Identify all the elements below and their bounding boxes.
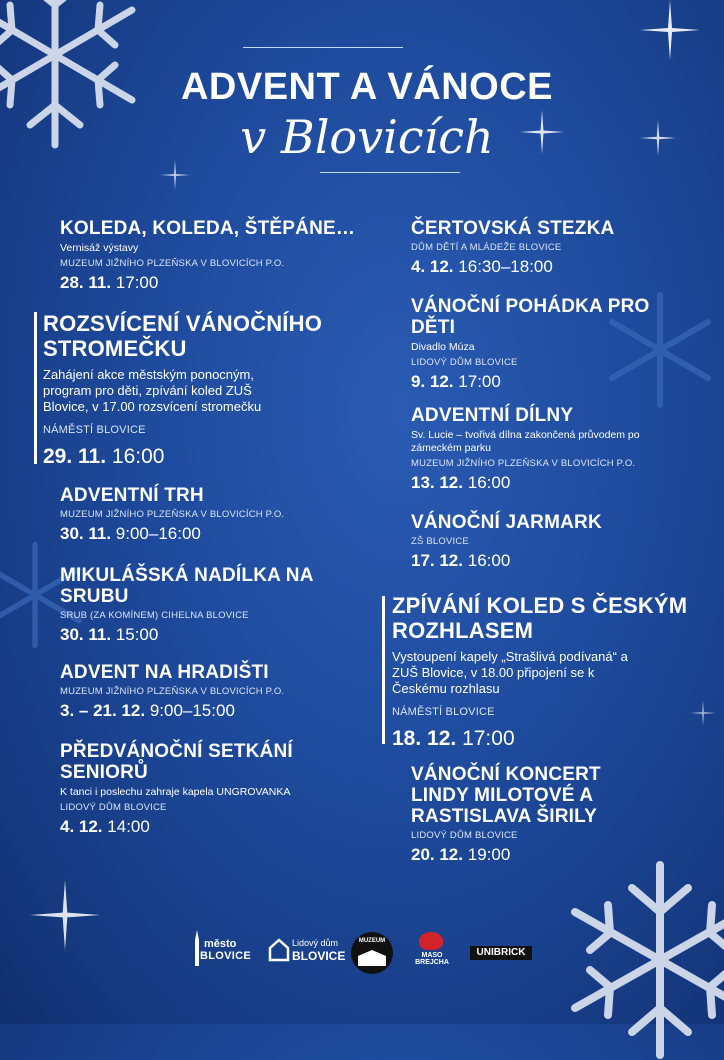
event-date: 30. 11. (60, 625, 112, 644)
event-date: 4. 12. (411, 257, 454, 276)
logo-maso-text: MASO BREJCHA (415, 952, 449, 966)
event-date: 29. 11. (43, 445, 107, 468)
event-date: 17. 12. (411, 551, 463, 570)
event-date: 30. 11. (60, 524, 112, 543)
event-setkani-senioru (60, 741, 350, 837)
event-advent-hradisti (60, 662, 380, 721)
event-time: 14:00 (107, 817, 150, 836)
event-time: 9:00–16:00 (115, 524, 201, 543)
event-title: VÁNOČNÍ JARMARK (411, 512, 602, 533)
event-time: 16:00 (111, 445, 165, 468)
event-title: PŘEDVÁNOČNÍ SETKÁNÍ SENIORŮ (60, 741, 293, 783)
event-date: 9. 12. (411, 372, 454, 391)
event-adventni-dilny (411, 405, 661, 493)
event-place: MUZEUM JIŽNÍHO PLZEŇSKA V BLOVICÍCH P.O. (60, 509, 285, 520)
title-top-rule (243, 47, 403, 48)
logo-lidovy-dum (268, 936, 348, 966)
event-date: 18. 12. (392, 727, 457, 750)
event-title: VÁNOČNÍ POHÁDKA PRO DĚTI (411, 296, 650, 338)
event-date: 3. – 21. 12. (60, 701, 146, 720)
event-time: 17:00 (458, 372, 501, 391)
event-title: ZPÍVÁNÍ KOLED S ČESKÝM ROZHLASEM (392, 593, 688, 643)
event-vanocni-koncert (411, 764, 661, 865)
event-title: KOLEDA, KOLEDA, ŠTĚPÁNE… (60, 218, 356, 239)
event-time: 16:30–18:00 (458, 257, 553, 276)
page-title: ADVENT A VÁNOCE (180, 66, 554, 108)
event-date: 13. 12. (411, 473, 463, 492)
event-desc: Sv. Lucie – tvořivá dílna zakončená průvodem po zámeckém parku (411, 429, 640, 454)
event-time: 17:00 (115, 273, 159, 292)
event-title: ADVENTNÍ TRH (60, 485, 204, 506)
house-icon (268, 938, 290, 962)
event-place: MUZEUM JIŽNÍHO PLZEŇSKA V BLOVICÍCH P.O. (60, 686, 285, 697)
logo-mesto-bottom: BLOVICE (200, 950, 251, 962)
event-date: 4. 12. (60, 817, 103, 836)
event-place: ZŠ BLOVICE (411, 536, 469, 547)
event-desc: Zahájení akce městským ponocným, program pro děti, zpívání koled ZUŠ Blovice, v 17.00 rozsvícení stromečku (43, 367, 262, 414)
event-vanocni-jarmark (411, 512, 671, 571)
logo-unibrick (470, 946, 532, 960)
logo-mesto-blovice (190, 930, 260, 970)
event-time: 16:00 (467, 473, 511, 492)
event-date: 28. 11. (60, 273, 112, 292)
logo-unibrick-text: UNIBRICK (476, 947, 526, 958)
event-place: DŮM DĚTÍ A MLÁDEŽE BLOVICE (411, 242, 562, 253)
event-title: ADVENT NA HRADIŠTI (60, 662, 269, 683)
logo-lidovy-top: Lidový dům (292, 938, 339, 948)
event-place: MUZEUM JIŽNÍHO PLZEŇSKA V BLOVICÍCH P.O. (60, 258, 285, 269)
title-bottom-rule (320, 172, 460, 173)
highlight-rule (34, 312, 37, 464)
event-desc: Vystoupení kapely „Strašlivá podívaná“ a ZUŠ Blovice, v 18.00 připojení se k Českému rozhlasu (392, 649, 628, 696)
event-place: NÁMĚSTÍ BLOVICE (43, 424, 146, 436)
event-title: ADVENTNÍ DÍLNY (411, 405, 574, 426)
logo-mesto-top: město (204, 938, 237, 950)
event-time: 19:00 (467, 845, 511, 864)
event-certovska-stezka (411, 218, 671, 277)
event-title: MIKULÁŠSKÁ NADÍLKA NA SRUBU (60, 565, 313, 607)
event-adventni-trh (60, 485, 380, 544)
event-place: MUZEUM JIŽNÍHO PLZEŇSKA V BLOVICÍCH P.O. (411, 458, 636, 469)
event-time: 16:00 (467, 551, 511, 570)
page-subtitle: v Blovicích (240, 110, 494, 164)
event-zpivani-koled (392, 593, 707, 751)
event-title: VÁNOČNÍ KONCERT LINDY MILOTOVÉ A RASTISLAVA ŠIRILY (411, 764, 601, 827)
event-time: 17:00 (462, 727, 515, 750)
event-time: 15:00 (115, 625, 159, 644)
highlight-rule (382, 596, 385, 744)
event-desc: Vernisáž výstavy (60, 242, 139, 254)
event-time: 9:00–15:00 (149, 701, 235, 720)
logo-muzeum-text: MUZEUM (358, 938, 386, 944)
snowflake-bottom-right (560, 860, 724, 1060)
event-place: SRUB (ZA KOMÍNEM) CIHELNA BLOVICE (60, 610, 249, 621)
event-place: LIDOVÝ DŮM BLOVICE (411, 830, 518, 841)
logo-muzeum (351, 932, 393, 974)
logo-lidovy-bottom: BLOVICE (292, 949, 346, 963)
event-koleda (60, 218, 390, 293)
sparkle-icon (160, 160, 190, 190)
sparkle-icon (30, 880, 100, 950)
event-title: ČERTOVSKÁ STEZKA (411, 218, 615, 239)
sparkle-icon (640, 0, 700, 60)
event-vanocni-pohadka (411, 296, 651, 392)
event-rozsviceni (43, 311, 388, 469)
logo-maso-brejcha (405, 932, 459, 976)
event-desc: Divadlo Múza (411, 341, 475, 353)
event-date: 20. 12. (411, 845, 463, 864)
building-icon (358, 950, 386, 966)
event-mikulasska (60, 565, 320, 645)
event-place: LIDOVÝ DŮM BLOVICE (411, 357, 518, 368)
event-title: ROZSVÍCENÍ VÁNOČNÍHO STROMEČKU (43, 311, 323, 361)
event-place: NÁMĚSTÍ BLOVICE (392, 706, 495, 718)
bull-icon (419, 932, 443, 950)
event-place: LIDOVÝ DŮM BLOVICE (60, 802, 167, 813)
event-desc: K tanci i poslechu zahraje kapela UNGROVANKA (60, 786, 291, 798)
